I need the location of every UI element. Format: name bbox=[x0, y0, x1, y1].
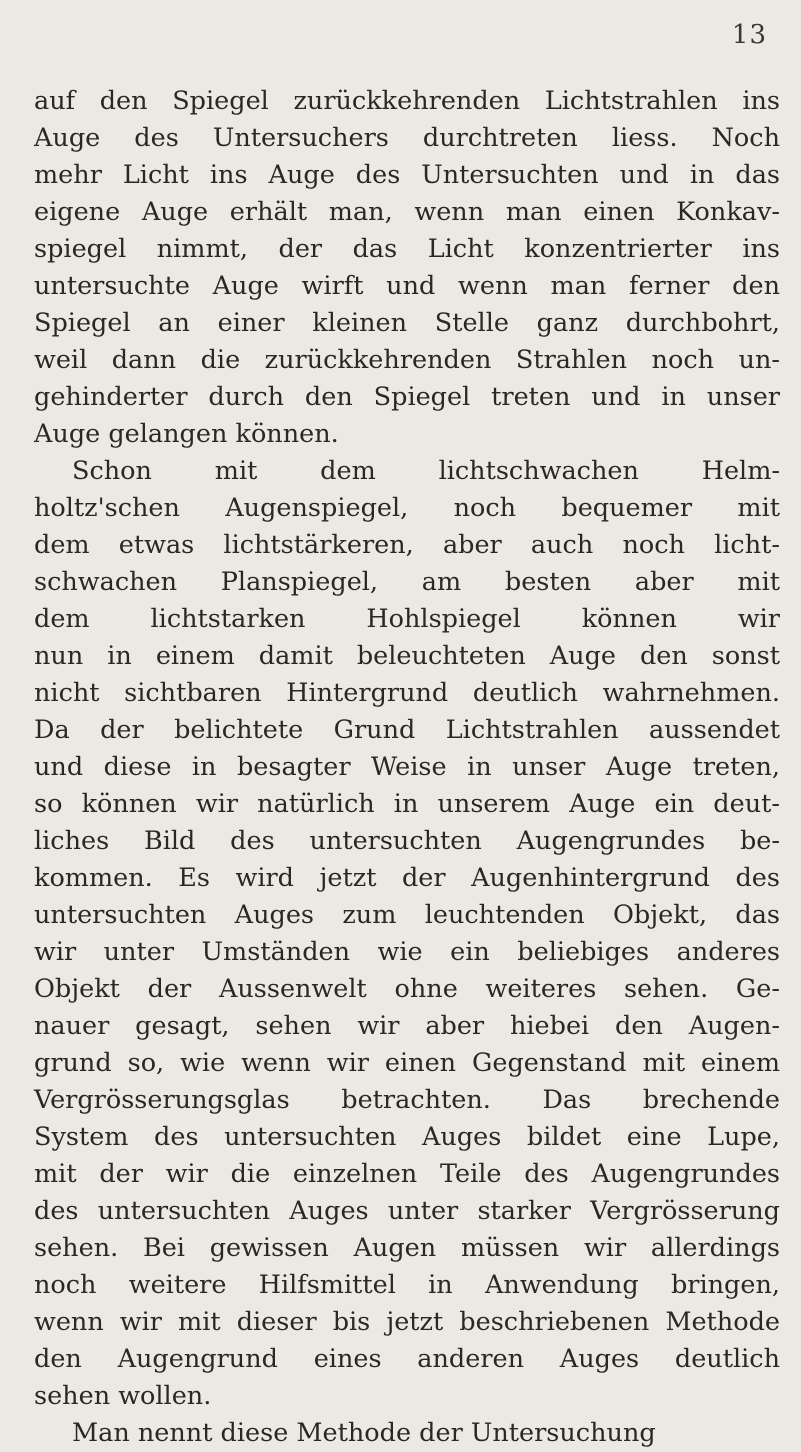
text-line: mehr Licht ins Auge des Untersuchten und in das bbox=[34, 160, 780, 190]
text-line: untersuchten Auges zum leuchtenden Objekt, das bbox=[34, 900, 780, 930]
text-line: Vergrösserungsglas betrachten. Das brechende bbox=[34, 1085, 780, 1115]
page-number: 13 bbox=[731, 20, 767, 50]
text-line: wenn wir mit dieser bis jetzt beschriebenen Methode bbox=[34, 1307, 780, 1337]
text-line: System des untersuchten Auges bildet eine Lupe, bbox=[34, 1122, 780, 1152]
text-line: nauer gesagt, sehen wir aber hiebei den Augen- bbox=[34, 1011, 780, 1041]
text-line: Auge des Untersuchers durchtreten liess. Noch bbox=[34, 123, 780, 153]
text-line: schwachen Planspiegel, am besten aber mit bbox=[34, 567, 780, 597]
text-line: dem lichtstarken Hohlspiegel können wir bbox=[34, 604, 780, 634]
text-line: wir unter Umständen wie ein beliebiges anderes bbox=[34, 937, 780, 967]
text-line: Schon mit dem lichtschwachen Helm- bbox=[72, 456, 780, 486]
text-line: eigene Auge erhält man, wenn man einen Konkav- bbox=[34, 197, 780, 227]
text-line: sehen wollen. bbox=[34, 1381, 212, 1411]
text-line: liches Bild des untersuchten Augengrundes be- bbox=[34, 826, 780, 856]
text-line: spiegel nimmt, der das Licht konzentrierter ins bbox=[34, 234, 780, 264]
text-line: sehen. Bei gewissen Augen müssen wir allerdings bbox=[34, 1233, 780, 1263]
text-line: auf den Spiegel zurückkehrenden Lichtstrahlen ins bbox=[34, 86, 780, 116]
text-line: untersuchte Auge wirft und wenn man ferner den bbox=[34, 271, 780, 301]
text-line: dem etwas lichtstärkeren, aber auch noch licht- bbox=[34, 530, 780, 560]
text-line: kommen. Es wird jetzt der Augenhintergrund des bbox=[34, 863, 780, 893]
text-line: den Augengrund eines anderen Auges deutlich bbox=[34, 1344, 780, 1374]
body-text bbox=[34, 83, 780, 1452]
text-line: so können wir natürlich in unserem Auge ein deut- bbox=[34, 789, 780, 819]
text-line: nicht sichtbaren Hintergrund deutlich wahrnehmen. bbox=[34, 678, 780, 708]
text-line: nun in einem damit beleuchteten Auge den sonst bbox=[34, 641, 780, 671]
text-line: Man nennt diese Methode der Untersuchung bbox=[72, 1418, 656, 1448]
text-line: holtz'schen Augenspiegel, noch bequemer mit bbox=[34, 493, 780, 523]
text-line: Objekt der Aussenwelt ohne weiteres sehen. Ge- bbox=[34, 974, 780, 1004]
text-line: mit der wir die einzelnen Teile des Augengrundes bbox=[34, 1159, 780, 1189]
text-line: gehinderter durch den Spiegel treten und in unser bbox=[34, 382, 780, 412]
text-line: und diese in besagter Weise in unser Auge treten, bbox=[34, 752, 780, 782]
text-line: Da der belichtete Grund Lichtstrahlen aussendet bbox=[34, 715, 780, 745]
text-line: noch weitere Hilfsmittel in Anwendung bringen, bbox=[34, 1270, 780, 1300]
text-line: des untersuchten Auges unter starker Vergrösserung bbox=[34, 1196, 780, 1226]
text-line: Spiegel an einer kleinen Stelle ganz durchbohrt, bbox=[34, 308, 780, 338]
text-line: grund so, wie wenn wir einen Gegenstand mit einem bbox=[34, 1048, 780, 1078]
text-line: Auge gelangen können. bbox=[34, 419, 339, 449]
text-line: weil dann die zurückkehrenden Strahlen noch un- bbox=[34, 345, 780, 375]
